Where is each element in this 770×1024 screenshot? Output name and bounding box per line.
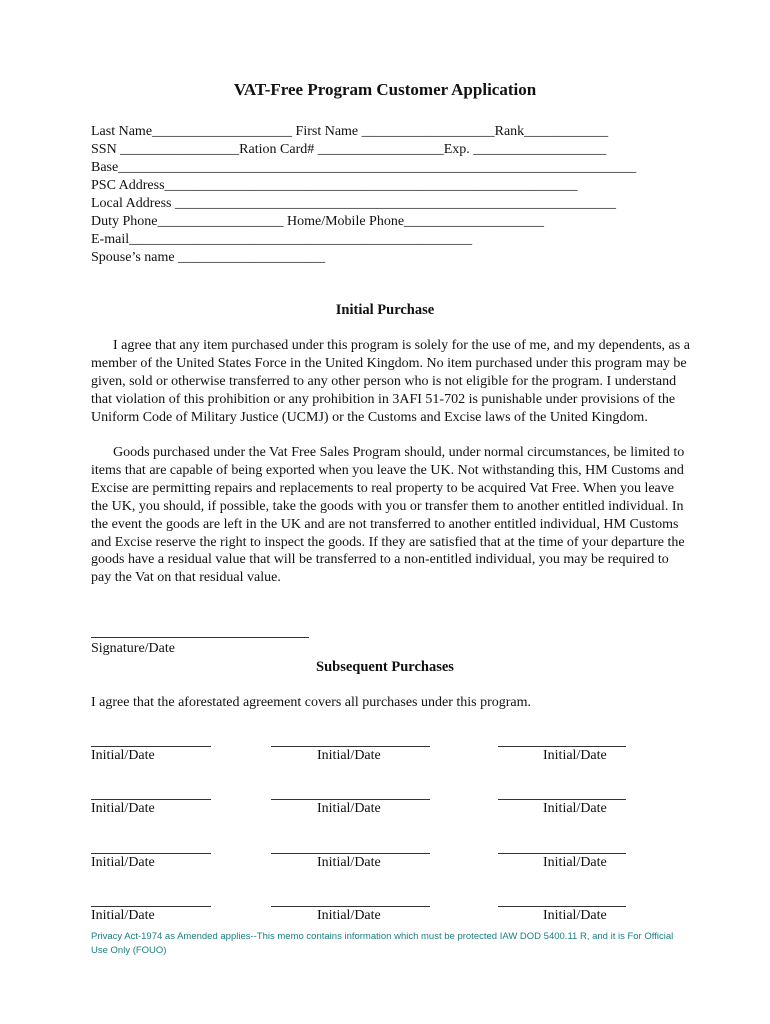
initial-date-label: Initial/Date (91, 855, 155, 870)
initial-date-label: Initial/Date (543, 855, 607, 870)
initial-date-line[interactable] (498, 798, 626, 800)
psc-address-line[interactable]: PSC Address___________________________________________________________ (91, 178, 578, 193)
signature-line[interactable] (91, 636, 309, 638)
initial-date-line[interactable] (91, 745, 211, 747)
initial-date-line[interactable] (498, 905, 626, 907)
initial-date-label: Initial/Date (91, 748, 155, 763)
name-rank-line[interactable]: Last Name____________________ First Name ___________________Rank____________ (91, 124, 609, 139)
initial-date-label: Initial/Date (91, 908, 155, 923)
initial-date-label: Initial/Date (317, 855, 381, 870)
initial-date-label: Initial/Date (317, 801, 381, 816)
initial-date-line[interactable] (498, 852, 626, 854)
initial-date-label: Initial/Date (543, 908, 607, 923)
initial-date-label: Initial/Date (91, 801, 155, 816)
goods-paragraph: Goods purchased under the Vat Free Sales Program should, under normal circumstances, be limited to items that are capable of being exported when you leave the UK. Not withstanding this, HM Customs and Excise are permitting repairs and replacements to real property to be acquired Vat Free. When you leave the UK, you should, if possible, take the goods with you or transfer them to another entitled individual. In the event the goods are left in the UK and are not transferred to another entitled individual, HM Customs and Excise reserve the right to inspect the goods. If they are satisfied that at the time of your departure the goods have a residual value that will be transferred to a non-entitled individual, you may be required to pay the Vat on that residual value. (91, 445, 685, 586)
subsequent-purchases-heading: Subsequent Purchases (316, 659, 454, 675)
initial-date-line[interactable] (91, 798, 211, 800)
initial-date-label: Initial/Date (543, 748, 607, 763)
initial-date-line[interactable] (271, 798, 430, 800)
form-title: VAT-Free Program Customer Application (233, 80, 537, 99)
subsequent-statement: I agree that the aforestated agreement covers all purchases under this program. (91, 695, 532, 710)
privacy-act-notice: Privacy Act-1974 as Amended applies--This memo contains information which must be protected IAW DOD 5400.11 R, and it is For Official Use Only (FOUO) (91, 931, 674, 956)
base-line[interactable]: Base__________________________________________________________________________ (91, 160, 637, 175)
initial-date-label: Initial/Date (317, 908, 381, 923)
agreement-paragraph: I agree that any item purchased under this program is solely for the use of me, and my dependents, as a member of the United States Force in the United Kingdom. No item purchased under this program may be given, sold or otherwise transferred to any other person who is not eligible for the program. I understand that violation of this prohibition or any prohibition in 3AFI 51-702 is punishable under provisions of the Uniform Code of Military Justice (UCMJ) or the Customs and Excise laws of the United Kingdom. (91, 338, 690, 425)
initial-date-line[interactable] (271, 852, 430, 854)
initial-date-line[interactable] (498, 745, 626, 747)
phone-line[interactable]: Duty Phone__________________ Home/Mobile Phone____________________ (91, 214, 545, 229)
initial-date-line[interactable] (91, 852, 211, 854)
email-line[interactable]: E-mail_________________________________________________ (91, 232, 473, 247)
spouse-name-line[interactable]: Spouse’s name _____________________ (91, 250, 326, 265)
initial-purchase-heading: Initial Purchase (335, 302, 435, 318)
initial-date-line[interactable] (271, 905, 430, 907)
signature-label: Signature/Date (91, 641, 175, 656)
ssn-ration-card-line[interactable]: SSN _________________Ration Card# __________________Exp. ___________________ (91, 142, 607, 157)
local-address-line[interactable]: Local Address _______________________________________________________________ (91, 196, 616, 211)
initial-date-line[interactable] (271, 745, 430, 747)
initial-date-label: Initial/Date (317, 748, 381, 763)
initial-date-line[interactable] (91, 905, 211, 907)
initial-date-label: Initial/Date (543, 801, 607, 816)
